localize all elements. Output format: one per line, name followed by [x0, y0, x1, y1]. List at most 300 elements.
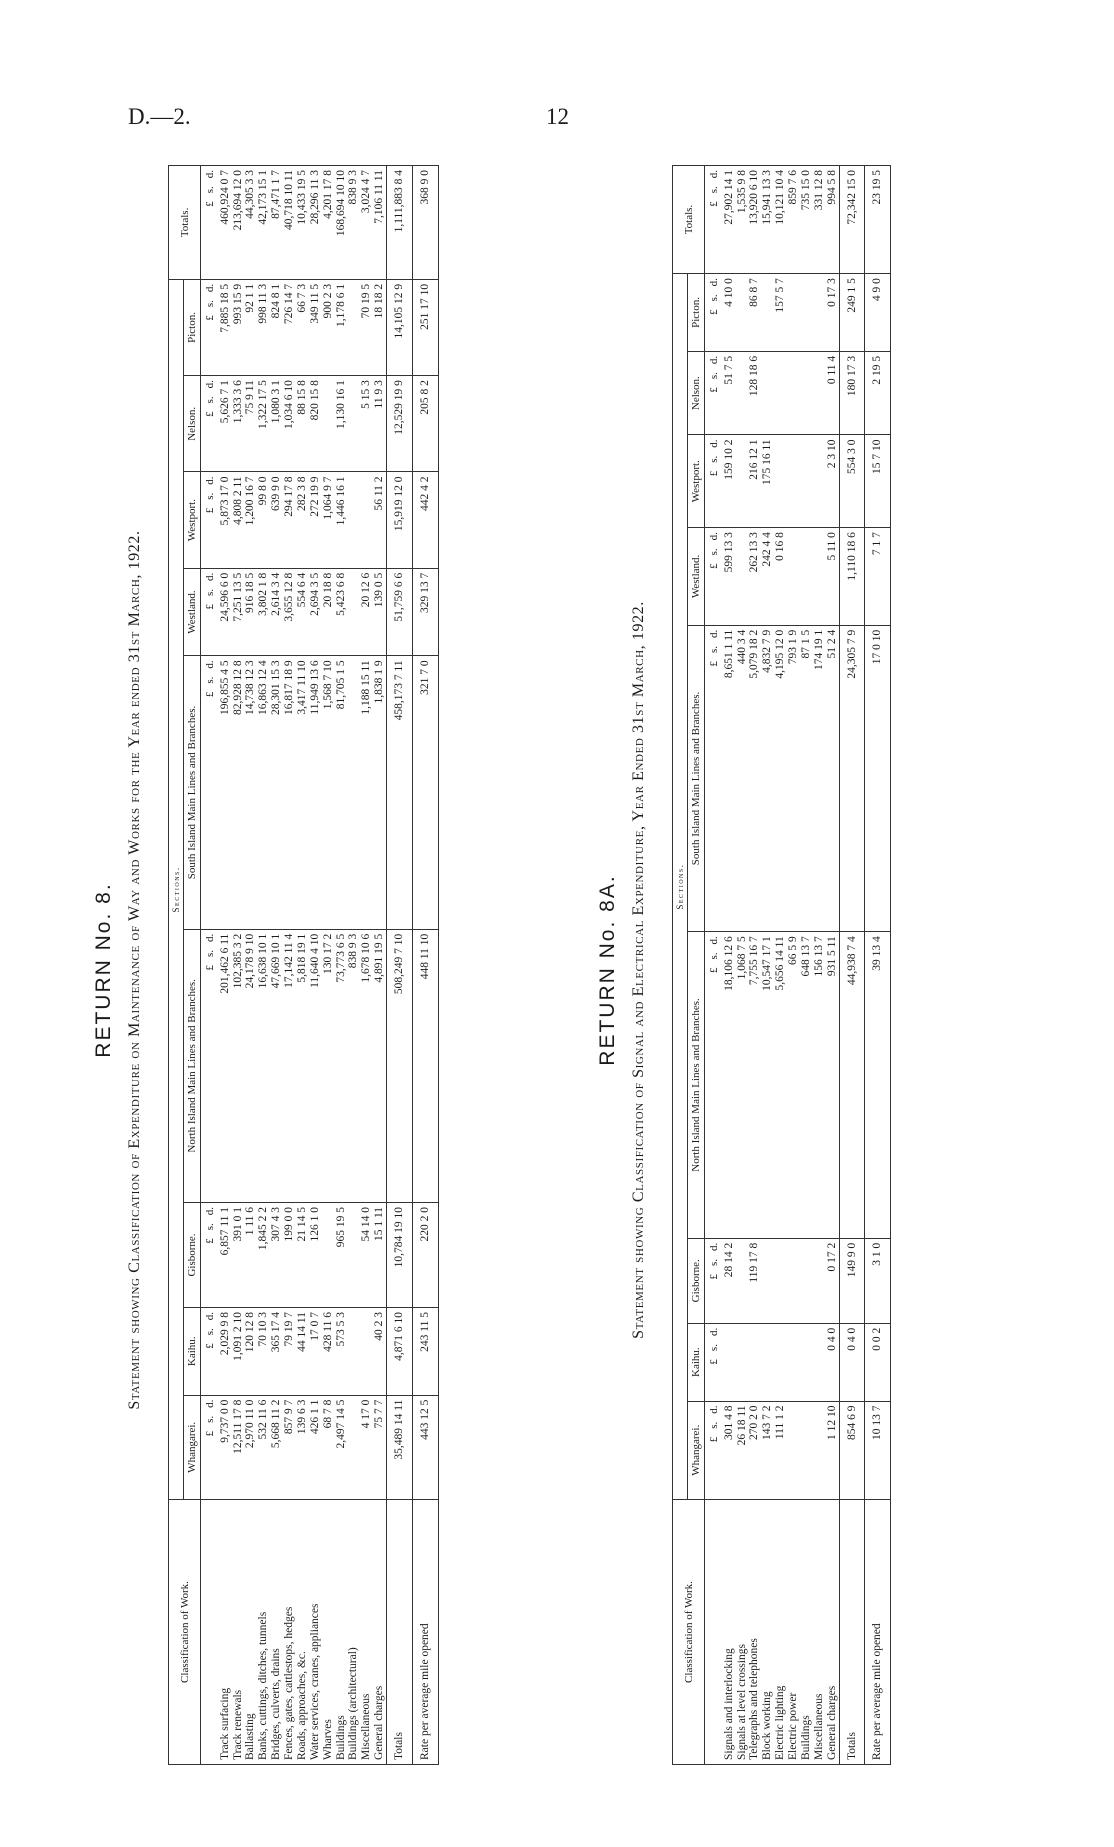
cell-value: 639 9 0 — [270, 472, 283, 568]
rate-value: 15 7 10 — [865, 435, 891, 528]
row-label: Track surfacing — [217, 1500, 232, 1765]
cell-value — [800, 528, 813, 626]
totals-value: 72,342 15 0 — [839, 166, 865, 274]
units-cell — [201, 656, 217, 929]
unit-pence: d. — [204, 283, 217, 293]
cell-value: 11,949 13 6 — [309, 656, 322, 929]
unit-pounds: £ — [204, 1238, 217, 1244]
header-row-top — [673, 166, 688, 1765]
cell-value: 75 7 7 — [373, 1395, 386, 1499]
cell-value — [347, 1395, 360, 1499]
cell-value: 820 15 8 — [309, 376, 322, 472]
column-header: North Island Main Lines and Branches. — [184, 929, 201, 1202]
cell-value: 128 18 6 — [748, 351, 761, 435]
cell-value: 17,142 11 4 — [283, 929, 296, 1202]
cell-value: 5,626 7 1 — [217, 376, 232, 472]
totals-value: 554 3 0 — [839, 435, 865, 528]
return-8a-title: RETURN No. 8A. — [596, 874, 619, 1066]
cell-value — [761, 274, 774, 352]
cell-value: 99 8 0 — [257, 472, 270, 568]
totals-value: 1,111,883 8 4 — [387, 166, 413, 280]
cell-value — [347, 279, 360, 375]
column-header-totals: Totals. — [169, 166, 201, 280]
cell-value: 532 11 6 — [257, 1395, 270, 1499]
table-row — [373, 166, 386, 1765]
unit-pounds: £ — [204, 691, 217, 698]
cell-value: 1,838 1 9 — [373, 656, 386, 929]
classification-header: Classification of Work. — [673, 1500, 705, 1765]
cell-value — [787, 1323, 800, 1401]
unit-shillings: s. — [204, 300, 217, 308]
cell-value: 5 11 0 — [826, 528, 839, 626]
cell-value — [736, 528, 749, 626]
cell-value — [347, 1308, 360, 1396]
table-row — [322, 166, 335, 1765]
cell-value — [813, 1238, 826, 1323]
totals-value: 249 1 5 — [839, 274, 865, 352]
cell-value: 24,178 9 10 — [244, 929, 257, 1202]
totals-value: 149 9 0 — [839, 1238, 865, 1323]
cell-value: 272 19 9 — [309, 472, 322, 568]
row-label: Buildings — [335, 1500, 348, 1765]
units-spacer — [201, 1500, 217, 1765]
units-cell — [201, 279, 217, 375]
unit-pounds: £ — [204, 604, 217, 610]
cell-value: 554 6 4 — [296, 568, 309, 656]
cell-value: 44,305 3 3 — [244, 166, 257, 280]
cell-value — [748, 1323, 761, 1401]
rate-value: 17 0 10 — [865, 625, 891, 932]
cell-value: 998 11 3 — [257, 279, 270, 375]
cell-value: 0 16 8 — [774, 528, 787, 626]
column-header: Nelson. — [688, 351, 705, 435]
totals-value: 1,110 18 6 — [839, 528, 865, 626]
unit-shillings: s. — [708, 548, 721, 556]
column-header: South Island Main Lines and Branches. — [688, 625, 705, 932]
row-label: Water services, cranes, appliances — [309, 1500, 322, 1765]
rate-value: 0 0 2 — [865, 1323, 891, 1401]
cell-value: 3,655 12 8 — [283, 568, 296, 656]
cell-value: 2,694 3 5 — [309, 568, 322, 656]
return-8a-table — [672, 165, 891, 1765]
cell-value — [787, 274, 800, 352]
cell-value: 993 15 9 — [232, 279, 245, 375]
rate-value: 329 13 7 — [412, 568, 438, 656]
totals-value: 15,919 12 0 — [387, 472, 413, 568]
cell-value: 20 12 6 — [360, 568, 373, 656]
return-8-table — [168, 165, 439, 1765]
cell-value: 5,423 6 8 — [335, 568, 348, 656]
cell-value — [736, 351, 749, 435]
unit-pence: d. — [204, 476, 217, 485]
unit-pence: d. — [708, 439, 721, 448]
cell-value: 120 12 8 — [244, 1308, 257, 1396]
units-cell — [705, 351, 721, 435]
unit-shillings: s. — [708, 294, 721, 302]
cell-value — [800, 351, 813, 435]
unit-pence: d. — [204, 1312, 217, 1321]
units-cell — [201, 166, 217, 280]
cell-value: 5,818 19 1 — [296, 929, 309, 1202]
cell-value: 86 8 7 — [748, 274, 761, 352]
unit-shillings: s. — [204, 676, 217, 684]
totals-row — [839, 166, 865, 1765]
row-label: Buildings — [800, 1500, 813, 1765]
rate-value: 442 4 2 — [412, 472, 438, 568]
cell-value — [347, 656, 360, 929]
table-row — [217, 166, 232, 1765]
unit-pence: d. — [204, 660, 217, 669]
table-row — [360, 166, 373, 1765]
cell-value: 1,535 9 8 — [736, 166, 749, 274]
document-reference: D.—2. — [128, 104, 191, 129]
cell-value: 70 10 3 — [257, 1308, 270, 1396]
unit-shillings: s. — [708, 952, 721, 960]
cell-value: 9,737 0 0 — [217, 1395, 232, 1499]
cell-value: 111 1 2 — [774, 1401, 787, 1499]
row-label: Miscellaneous — [813, 1500, 826, 1765]
totals-value: 24,305 7 9 — [839, 625, 865, 932]
cell-value: 18,106 12 6 — [721, 932, 736, 1239]
cell-value: 92 1 1 — [244, 279, 257, 375]
cell-value: 573 5 3 — [335, 1308, 348, 1396]
cell-value: 47,669 10 1 — [270, 929, 283, 1202]
cell-value: 931 5 11 — [826, 932, 839, 1239]
cell-value — [787, 528, 800, 626]
rate-row — [412, 166, 438, 1765]
rotated-page-content — [90, 95, 1030, 1795]
totals-value: 14,105 12 9 — [387, 279, 413, 375]
row-label: Telegraphs and telephones — [748, 1500, 761, 1765]
units-cell — [201, 929, 217, 1202]
cell-value: 2,497 14 5 — [335, 1395, 348, 1499]
cell-value: 26 18 11 — [736, 1401, 749, 1499]
totals-label: Totals — [839, 1500, 865, 1765]
unit-pence: d. — [708, 355, 721, 365]
cell-value: 174 19 1 — [813, 625, 826, 932]
unit-pence: d. — [708, 170, 721, 179]
cell-value: 1,080 3 1 — [270, 376, 283, 472]
unit-shillings: s. — [204, 589, 217, 597]
totals-value: 508,249 7 10 — [387, 929, 413, 1202]
table-row — [283, 166, 296, 1765]
unit-shillings: s. — [708, 186, 721, 194]
column-header: Picton. — [184, 279, 201, 375]
unit-pounds: £ — [708, 967, 721, 974]
totals-label: Totals — [387, 1500, 413, 1765]
unit-shillings: s. — [708, 1259, 721, 1267]
table-row — [800, 166, 813, 1765]
unit-shillings: s. — [708, 645, 721, 653]
rate-value: 2 19 5 — [865, 351, 891, 435]
cell-value: 1,178 6 1 — [335, 279, 348, 375]
units-spacer — [705, 1500, 721, 1765]
rate-value: 4 9 0 — [865, 274, 891, 352]
cell-value — [761, 1238, 774, 1323]
cell-value: 126 1 0 — [309, 1202, 322, 1307]
cell-value: 900 2 3 — [322, 279, 335, 375]
column-header: Westland. — [184, 568, 201, 656]
unit-pence: d. — [204, 1206, 217, 1216]
cell-value: 11,640 4 10 — [309, 929, 322, 1202]
units-cell — [201, 1395, 217, 1499]
cell-value: 13,920 6 10 — [748, 166, 761, 274]
rate-value: 205 8 2 — [412, 376, 438, 472]
row-label: Miscellaneous — [360, 1500, 373, 1765]
cell-value — [800, 435, 813, 528]
unit-shillings: s. — [708, 372, 721, 380]
rate-value: 220 2 0 — [412, 1202, 438, 1307]
rate-value: 321 7 0 — [412, 656, 438, 929]
table-row — [761, 166, 774, 1765]
cell-value — [360, 1308, 373, 1396]
cell-value: 270 2 0 — [748, 1401, 761, 1499]
cell-value: 51 7 5 — [721, 351, 736, 435]
unit-shillings: s. — [204, 396, 217, 404]
cell-value: 7,251 13 5 — [232, 568, 245, 656]
cell-value: 199 0 0 — [283, 1202, 296, 1307]
cell-value: 73,773 6 5 — [335, 929, 348, 1202]
table-row — [736, 166, 749, 1765]
cell-value — [813, 1401, 826, 1499]
unit-shillings: s. — [204, 1223, 217, 1231]
row-label: Signals and interlocking — [721, 1500, 736, 1765]
table-row — [347, 166, 360, 1765]
cell-value — [347, 568, 360, 656]
cell-value — [347, 1202, 360, 1307]
units-cell — [201, 1308, 217, 1396]
unit-pence: d. — [708, 278, 721, 287]
cell-value: 428 11 6 — [322, 1308, 335, 1396]
unit-pounds: £ — [708, 1274, 721, 1280]
cell-value: 331 12 8 — [813, 166, 826, 274]
cell-value: 1,568 7 10 — [322, 656, 335, 929]
cell-value: 307 4 3 — [270, 1202, 283, 1307]
row-label: Ballasting — [244, 1500, 257, 1765]
totals-value: 10,784 19 10 — [387, 1202, 413, 1307]
cell-value — [774, 351, 787, 435]
units-cell — [705, 528, 721, 626]
cell-value: 1,845 2 2 — [257, 1202, 270, 1307]
unit-pence: d. — [708, 532, 721, 541]
unit-pence: d. — [708, 1327, 721, 1337]
cell-value: 2,970 11 0 — [244, 1395, 257, 1499]
unit-pounds: £ — [204, 964, 217, 971]
cell-value: 139 6 3 — [296, 1395, 309, 1499]
cell-value: 5,079 18 2 — [748, 625, 761, 932]
cell-value: 159 10 2 — [721, 435, 736, 528]
cell-value: 349 11 5 — [309, 279, 322, 375]
unit-pence: d. — [204, 170, 217, 179]
units-cell — [201, 376, 217, 472]
cell-value: 70 19 5 — [360, 279, 373, 375]
row-label: Bridges, culverts, drains — [270, 1500, 283, 1765]
sections-header: Sections. — [673, 274, 688, 1500]
cell-value: 66 7 3 — [296, 279, 309, 375]
rate-value: 10 13 7 — [865, 1401, 891, 1499]
cell-value — [800, 1323, 813, 1401]
cell-value: 965 19 5 — [335, 1202, 348, 1307]
rate-label: Rate per average mile opened — [412, 1500, 438, 1765]
cell-value — [813, 528, 826, 626]
cell-value: 68 7 8 — [322, 1395, 335, 1499]
cell-value — [787, 1238, 800, 1323]
cell-value: 1,446 16 1 — [335, 472, 348, 568]
cell-value: 102,385 3 2 — [232, 929, 245, 1202]
unit-shillings: s. — [204, 492, 217, 500]
cell-value — [736, 1238, 749, 1323]
cell-value: 1,333 3 6 — [232, 376, 245, 472]
row-label: Banks, cuttings, ditches, tunnels — [257, 1500, 270, 1765]
cell-value: 7,106 11 11 — [373, 166, 386, 280]
cell-value — [800, 1238, 813, 1323]
cell-value: 460,924 0 7 — [217, 166, 232, 280]
table-row — [787, 166, 800, 1765]
cell-value: 0 17 2 — [826, 1238, 839, 1323]
cell-value: 40,718 10 11 — [283, 166, 296, 280]
rate-value: 23 19 5 — [865, 166, 891, 274]
row-label: Roads, approaches, &c. — [296, 1500, 309, 1765]
cell-value: 0 4 0 — [826, 1323, 839, 1401]
column-header-totals: Totals. — [673, 166, 705, 274]
cell-value: 4 17 0 — [360, 1395, 373, 1499]
cell-value: 1,130 16 1 — [335, 376, 348, 472]
cell-value: 857 9 7 — [283, 1395, 296, 1499]
column-header: Whangarei. — [688, 1401, 705, 1499]
units-cell — [705, 1323, 721, 1401]
cell-value: 4,832 7 9 — [761, 625, 774, 932]
cell-value: 5,873 17 0 — [217, 472, 232, 568]
cell-value: 213,694 12 0 — [232, 166, 245, 280]
cell-value — [761, 351, 774, 435]
cell-value: 4,891 19 5 — [373, 929, 386, 1202]
unit-pounds: £ — [204, 507, 217, 514]
cell-value — [813, 1323, 826, 1401]
cell-value: 4 10 0 — [721, 274, 736, 352]
cell-value: 51 2 4 — [826, 625, 839, 932]
cell-value — [813, 351, 826, 435]
cell-value: 793 1 9 — [787, 625, 800, 932]
cell-value — [347, 472, 360, 568]
cell-value: 599 13 3 — [721, 528, 736, 626]
cell-value — [787, 435, 800, 528]
unit-pounds: £ — [204, 1430, 217, 1437]
unit-pence: d. — [204, 380, 217, 389]
cell-value: 3,802 1 8 — [257, 568, 270, 656]
cell-value: 3,024 4 7 — [360, 166, 373, 280]
cell-value: 6,857 11 1 — [217, 1202, 232, 1307]
table-row — [774, 166, 787, 1765]
cell-value: 143 7 2 — [761, 1401, 774, 1499]
units-cell — [705, 166, 721, 274]
cell-value: 1 11 6 — [244, 1202, 257, 1307]
cell-value: 5,656 14 11 — [774, 932, 787, 1239]
cell-value — [774, 1238, 787, 1323]
cell-value: 87 1 5 — [800, 625, 813, 932]
table-row — [270, 166, 283, 1765]
cell-value: 27,902 14 1 — [721, 166, 736, 274]
row-label: Signals at level crossings — [736, 1500, 749, 1765]
cell-value: 16,863 12 4 — [257, 656, 270, 929]
cell-value — [322, 376, 335, 472]
cell-value — [736, 435, 749, 528]
row-label: Wharves — [322, 1500, 335, 1765]
column-header: Nelson. — [184, 376, 201, 472]
cell-value: 7,755 16 7 — [748, 932, 761, 1239]
cell-value: 15 1 11 — [373, 1202, 386, 1307]
units-cell — [705, 1238, 721, 1323]
cell-value: 14,738 12 3 — [244, 656, 257, 929]
rate-value: 448 11 10 — [412, 929, 438, 1202]
cell-value — [787, 351, 800, 435]
cell-value: 440 3 4 — [736, 625, 749, 932]
rate-value: 251 17 10 — [412, 279, 438, 375]
cell-value: 5 15 3 — [360, 376, 373, 472]
table-row — [826, 166, 839, 1765]
column-header: Picton. — [688, 274, 705, 352]
cell-value: 44 14 11 — [296, 1308, 309, 1396]
cell-value: 838 9 3 — [347, 166, 360, 280]
unit-shillings: s. — [708, 1421, 721, 1429]
column-header: Westland. — [688, 528, 705, 626]
cell-value: 16,638 10 1 — [257, 929, 270, 1202]
cell-value: 11 9 3 — [373, 376, 386, 472]
cell-value: 79 19 7 — [283, 1308, 296, 1396]
units-row — [705, 166, 721, 1765]
cell-value — [322, 1202, 335, 1307]
units-cell — [705, 625, 721, 932]
totals-value: 35,489 14 11 — [387, 1395, 413, 1499]
cell-value: 4,201 17 8 — [322, 166, 335, 280]
totals-row — [387, 166, 413, 1765]
rate-value: 243 11 5 — [412, 1308, 438, 1396]
unit-pounds: £ — [204, 201, 217, 207]
units-cell — [201, 1202, 217, 1307]
cell-value: 5,668 11 2 — [270, 1395, 283, 1499]
cell-value: 81,705 1 5 — [335, 656, 348, 929]
cell-value — [736, 274, 749, 352]
table-row — [296, 166, 309, 1765]
cell-value: 75 9 11 — [244, 376, 257, 472]
cell-value: 7,885 18 5 — [217, 279, 232, 375]
row-label: Block working — [761, 1500, 774, 1765]
unit-pounds: £ — [708, 1359, 721, 1365]
row-label: General charges — [826, 1500, 839, 1765]
cell-value: 4,808 2 11 — [232, 472, 245, 568]
row-label: Track renewals — [232, 1500, 245, 1765]
row-label: Buildings (architectural) — [347, 1500, 360, 1765]
unit-pounds: £ — [708, 1436, 721, 1443]
cell-value: 735 15 0 — [800, 166, 813, 274]
cell-value: 391 0 1 — [232, 1202, 245, 1307]
cell-value: 28,301 15 3 — [270, 656, 283, 929]
unit-pounds: £ — [708, 309, 721, 315]
totals-value: 180 17 3 — [839, 351, 865, 435]
unit-pence: d. — [708, 936, 721, 945]
units-cell — [201, 568, 217, 656]
cell-value: 17 0 7 — [309, 1308, 322, 1396]
classification-header: Classification of Work. — [169, 1500, 201, 1765]
totals-value: 4,871 6 10 — [387, 1308, 413, 1396]
cell-value: 21 14 5 — [296, 1202, 309, 1307]
cell-value: 294 17 8 — [283, 472, 296, 568]
cell-value: 1,034 6 10 — [283, 376, 296, 472]
cell-value: 119 17 8 — [748, 1238, 761, 1323]
cell-value: 156 13 7 — [813, 932, 826, 1239]
unit-shillings: s. — [204, 949, 217, 957]
unit-pounds: £ — [708, 470, 721, 477]
cell-value — [347, 376, 360, 472]
